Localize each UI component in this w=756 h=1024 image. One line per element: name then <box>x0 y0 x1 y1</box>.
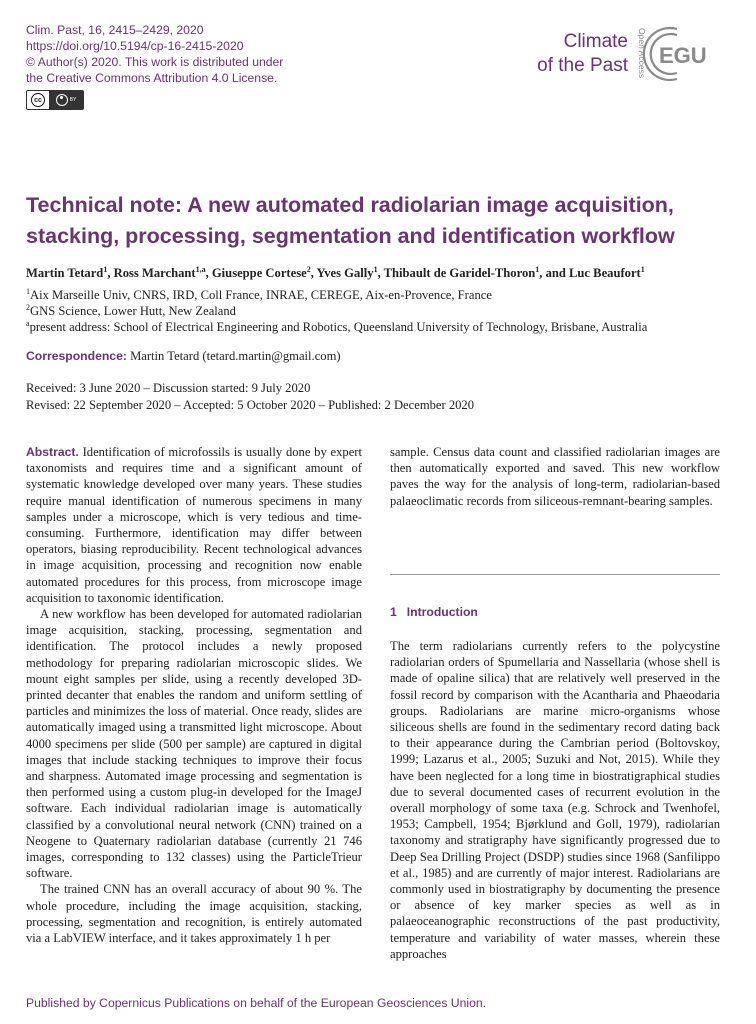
abstract-paragraph-3-continued: sample. Census data count and classified radiolarian images are then automatically exported and saved. This new workflow paves the way for the analysis of long-term, radiolarian-based palaeoclimatic records from siliceous-remnant-bearing samples. <box>390 445 720 508</box>
open-access-label <box>630 26 647 86</box>
citation: Clim. Past, 16, 2415–2429, 2020 <box>26 23 204 37</box>
introduction-paragraph: The term radiolarians currently refers to the polycystine radiolarian orders of Spumellaria and Nassellaria (whose shell is made of opaline silica) that are relatively well preserved in the fossil record by comparison with the Acantharia and Phaeodaria groups. Radiolarians are marine micro-organisms whose siliceous shells are found in the sedimentary record dating back to their appearance during the Cambrian period (Boltovskoy, 1999; Lazarus et al., 2005; Suzuki and Not, 2015). While they have been neglected for a long time in biostratigraphical studies due to several documented cases of recurrent evolution in the overall morphology of some taxa (e.g. Schrock and Twenhofel, 1953; Campbell, 1954; Bjørklund and Goll, 1979), radiolarian taxonomy and stratigraphy have significantly progressed due to Deep Sea Drilling Project (DSDP) studies since 1968 (Sanfilippo et al., 1985) and are currently of major interest. Radiolarians are commonly used in biostratigraphy by documenting the presence or absence of key marker species as well as in palaeoceanographic reconstructions of the past productivity, temperature and variability of water masses, wherein these approaches <box>390 639 720 961</box>
title-line-2: stacking, processing, segmentation and identification workflow <box>26 224 675 248</box>
open-access-text: Open Access <box>637 28 647 79</box>
abstract-label: Abstract. <box>26 445 79 459</box>
journal-name-line1: Climate <box>563 31 628 52</box>
affiliation: $^2$GNS Science, Lower Hutt, New Zealand <box>26 302 236 318</box>
introduction-text <box>390 638 720 962</box>
abstract-paragraph-3: The trained CNN has an overall accuracy of about 90 %. The whole procedure, including the image acquisition, stacking, processing, segmentation and recognition, is entirely automated via a LabVIEW interface, and it takes approximately 1 h per <box>26 882 362 946</box>
abstract-paragraph-1: Abstract. Identification of microfossils is usually done by expert taxonomists and requires time and a significant amount of systematic knowledge developed over many years. These studies require manual identification of numerous specimens in many samples under a microscope, which is very tedious and time-consuming. Furthermore, identification may differ between operators, biasing reproducibility. Recent technological advances in image acquisition, processing and recognition now enable automated procedures for this process, from microscope image acquisition to taxonomic identification. <box>26 445 362 605</box>
author-list <box>26 265 736 281</box>
title-line-1: Technical note: A new automated radiolarian image acquisition, <box>26 193 674 217</box>
correspondence-text[interactable]: Martin Tetard (tetard.martin@gmail.com) <box>130 349 341 363</box>
copyright: © Author(s) 2020. This work is distributed under <box>26 55 284 69</box>
author: Giuseppe Cortese$^2$, <box>211 264 317 280</box>
author: Ross Marchant$^{1,a}$, <box>113 264 212 280</box>
cc-by-label: BY <box>69 97 77 103</box>
article-dates <box>26 380 474 413</box>
correspondence <box>26 348 341 364</box>
egu-logo <box>645 23 727 85</box>
doi-link[interactable]: https://doi.org/10.5194/cp-16-2415-2020 <box>26 39 244 53</box>
abstract-continued <box>390 444 720 509</box>
abstract-paragraph-2: A new workflow has been developed for automated radiolarian image acquisition, stacking, processing, segmentation and identification. The protocol includes a newly proposed methodology for preparing radiolarian microscopic slides. We mount eight samples per slide, using a recently developed 3D-printed decanter that enables the random and uniform settling of particles and minimizes the loss of material. Once ready, slides are automatically imaged using a transmitted light microscope. About 4000 specimens per slide (500 per sample) are captured in digital images that include stacking techniques to improve their focus and sharpness. Automated image processing and segmentation is then performed using a custom plug-in developed for the ImageJ software. Each individual radiolarian image is automatically classified by a convolutional neural network (CNN) trained on a Neogene to Quaternary radiolarian database (currently 21 746 images, corresponding to 132 classes) using the ParticleTrieur software. <box>26 607 362 881</box>
dates-line-2: Revised: 22 September 2020 – Accepted: 5 October 2020 – Published: 2 December 2020 <box>26 397 475 412</box>
correspondence-label: Correspondence: <box>26 349 127 363</box>
journal-name <box>537 30 628 78</box>
section-title: Introduction <box>406 605 478 619</box>
section-number: 1 <box>390 605 397 619</box>
article-title <box>26 190 736 252</box>
abstract <box>26 444 362 946</box>
license-link[interactable]: the Creative Commons Attribution 4.0 License. <box>26 71 278 85</box>
publisher-footer: Published by Copernicus Publications on behalf of the European Geosciences Union. <box>26 996 487 1010</box>
article-metadata <box>26 22 346 86</box>
egu-logo-text: EGU <box>659 43 707 68</box>
cc-by-badge[interactable] <box>26 90 84 110</box>
affiliation: $^a$present address: School of Electrical Engineering and Robotics, Queensland University of Technology, Brisbane, Australia <box>26 318 648 334</box>
section-heading-introduction <box>390 605 478 619</box>
author: Thibault de Garidel-Thoron$^1$, and <box>383 264 570 280</box>
cc-icon: cc <box>31 93 45 107</box>
affiliation: $^1$Aix Marseille Univ, CNRS, IRD, Coll France, INRAE, CEREGE, Aix-en-Provence, France <box>26 286 492 302</box>
attribution-icon <box>56 94 68 106</box>
author: Martin Tetard$^1$, <box>26 264 114 280</box>
author: Yves Gally$^1$, <box>316 264 384 280</box>
dates-line-1: Received: 3 June 2020 – Discussion started: 9 July 2020 <box>26 381 311 395</box>
author: Luc Beaufort$^1$ <box>569 264 645 280</box>
journal-name-line2: of the Past <box>537 55 628 76</box>
section-divider <box>390 574 720 575</box>
